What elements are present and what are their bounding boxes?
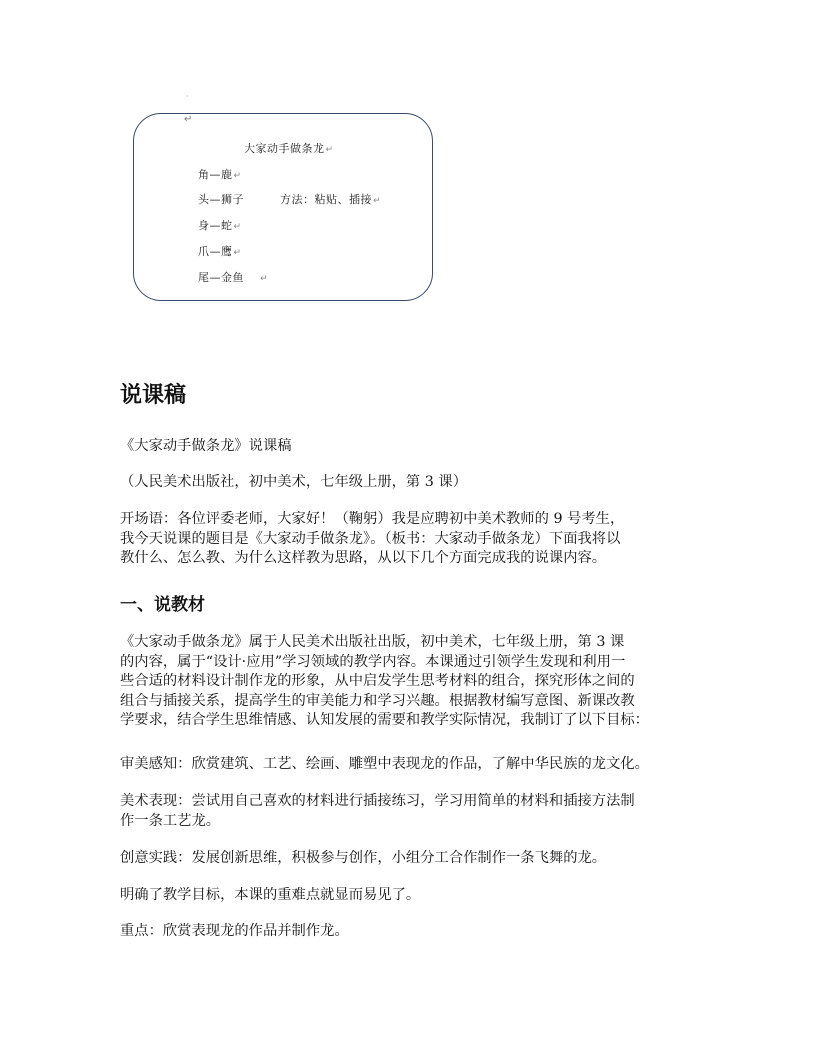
transition-sentence: 明确了教学目标，本课的重难点就显而易见了。: [120, 887, 421, 903]
board-line-head: 头—狮子: [198, 193, 244, 206]
document-title: 说课稿: [120, 383, 187, 408]
lesson-subtitle: 《大家动手做条龙》说课稿: [120, 438, 292, 454]
board-line-tail: 尾—金鱼 ↵: [198, 271, 269, 284]
section-heading-textbook: 一、说教材: [120, 595, 205, 615]
board-line-claw: 爪—鹰↵: [198, 245, 242, 258]
goal-aesthetic: 审美感知：欣赏建筑、工艺、绘画、雕塑中表现龙的作品，了解中华民族的龙文化。: [120, 756, 649, 772]
scan-top-mark: ·: [186, 92, 189, 101]
publisher-info: （人民美术出版社，初中美术，七年级上册，第 3 课）: [120, 474, 468, 490]
key-point: 重点：欣赏表现龙的作品并制作龙。: [120, 923, 349, 939]
board-line-horn: 角—鹿↵: [198, 168, 242, 181]
opening-paragraph: 开场语：各位评委老师，大家好！（鞠躬）我是应聘初中美术教师的 9 号考生， 我今天说课的题目是《大家动手做条龙》。（板书：大家动手做条龙）下面我将以 教什么、怎么教、为什么这样教为思路，从以下几个方面完成我的说课内容。: [120, 511, 625, 566]
return-mark-icon: ↵: [184, 114, 193, 125]
board-title: 大家动手做条龙↵: [244, 142, 334, 155]
goal-expression: 美术表现：尝试用自己喜欢的材料进行插接练习，学习用简单的材料和插接方法制 作一条工艺龙。: [120, 793, 635, 829]
board-note-image: [133, 113, 433, 301]
textbook-intro-paragraph: 《大家动手做条龙》属于人民美术出版社出版，初中美术，七年级上册，第 3 课 的内容，属于“设计·应用”学习领域的教学内容。本课通过引领学生发现和利用一 些合适的材料设计制作龙的形象，从中启发学生思考材料的组合，探究形体之间的 组合与插接关系，提高学生的审美能力和学习兴趣。根据教材编写意图、新课改教 学要求，结合学生思维情感、认知发展的需要和教学实际情况，我制订了以下目标：: [120, 634, 649, 728]
goal-creative: 创意实践：发展创新思维，积极参与创作，小组分工合作制作一条飞舞的龙。: [120, 850, 607, 866]
board-method: 方法：粘贴、插接↵: [280, 193, 382, 206]
board-line-body: 身—蛇↵: [198, 219, 242, 232]
